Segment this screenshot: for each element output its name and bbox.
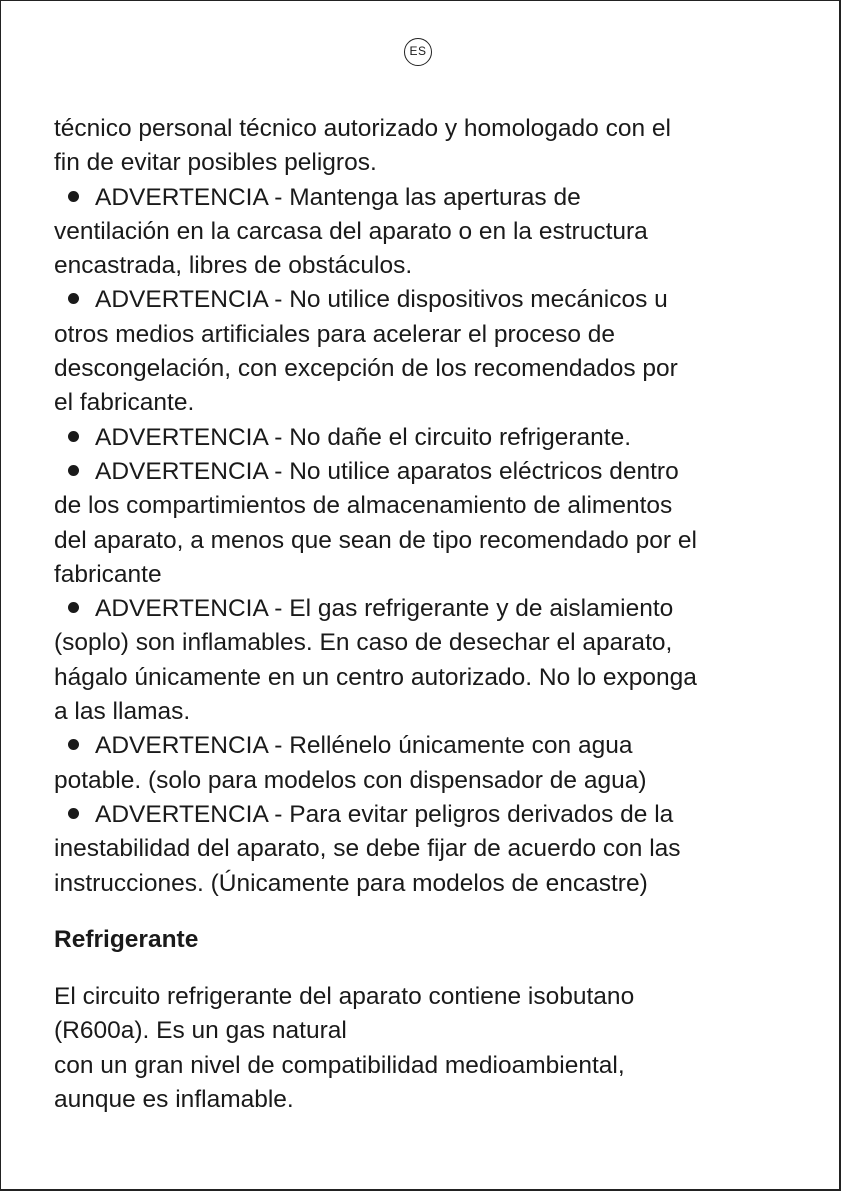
paragraph-line: con un gran nivel de compatibilidad medioambiental, bbox=[54, 1051, 625, 1079]
warning-continuation: a las llamas. bbox=[54, 698, 191, 726]
warning-continuation: hágalo únicamente en un centro autorizado. No lo exponga bbox=[54, 663, 697, 691]
paragraph-line: (R600a). Es un gas natural bbox=[54, 1017, 347, 1045]
warning-item bbox=[54, 729, 804, 763]
paragraph-line: El circuito refrigerante del aparato contiene isobutano bbox=[54, 983, 635, 1010]
warnings-body bbox=[54, 112, 804, 901]
section-heading: Refrigerante bbox=[54, 926, 199, 953]
warning-text: ADVERTENCIA - No dañe el circuito refrigerante. bbox=[95, 423, 632, 451]
warning-text: ADVERTENCIA - Para evitar peligros derivados de la bbox=[95, 800, 674, 828]
warning-text: ADVERTENCIA - Rellénelo únicamente con agua bbox=[95, 732, 633, 760]
warning-item bbox=[54, 283, 804, 317]
warning-item bbox=[54, 798, 804, 832]
bullet-icon bbox=[68, 431, 79, 442]
warning-text: ADVERTENCIA - Mantenga las aperturas de bbox=[95, 183, 581, 211]
warning-item bbox=[54, 455, 804, 489]
warning-continuation: potable. (solo para modelos con dispensador de agua) bbox=[54, 766, 647, 794]
bullet-icon bbox=[68, 739, 79, 750]
warning-item bbox=[54, 181, 804, 215]
warning-continuation: el fabricante. bbox=[54, 389, 195, 417]
warning-continuation: instrucciones. (Únicamente para modelos de encastre) bbox=[54, 869, 648, 897]
paragraph-line: aunque es inflamable. bbox=[54, 1085, 294, 1113]
bullet-icon bbox=[68, 191, 79, 202]
warning-continuation: otros medios artificiales para acelerar el proceso de bbox=[54, 320, 616, 348]
warning-text: ADVERTENCIA - No utilice dispositivos mecánicos u bbox=[95, 286, 668, 314]
bullet-icon bbox=[68, 293, 79, 304]
warning-continuation: de los compartimientos de almacenamiento de alimentos bbox=[54, 492, 673, 520]
warning-item bbox=[54, 592, 804, 626]
bullet-icon bbox=[68, 808, 79, 819]
refrigerant-paragraph bbox=[54, 980, 804, 1117]
warning-continuation: del aparato, a menos que sean de tipo recomendado por el bbox=[54, 526, 697, 554]
warning-text: ADVERTENCIA - No utilice aparatos eléctricos dentro bbox=[95, 457, 679, 485]
warning-continuation: encastrada, libres de obstáculos. bbox=[54, 252, 413, 280]
intro-line: técnico personal técnico autorizado y homologado con el bbox=[54, 115, 671, 142]
warning-continuation: descongelación, con excepción de los recomendados por bbox=[54, 355, 678, 383]
warning-text: ADVERTENCIA - El gas refrigerante y de aislamiento bbox=[95, 595, 674, 623]
warning-continuation: ventilación en la carcasa del aparato o en la estructura bbox=[54, 217, 648, 245]
intro-line: fin de evitar posibles peligros. bbox=[54, 149, 377, 177]
warning-continuation: (soplo) son inflamables. En caso de desechar el aparato, bbox=[54, 629, 673, 657]
language-badge: ES bbox=[404, 38, 432, 66]
warning-continuation: fabricante bbox=[54, 560, 162, 588]
bullet-icon bbox=[68, 465, 79, 476]
bullet-icon bbox=[68, 602, 79, 613]
warning-item bbox=[54, 421, 804, 455]
warning-continuation: inestabilidad del aparato, se debe fijar de acuerdo con las bbox=[54, 835, 681, 863]
